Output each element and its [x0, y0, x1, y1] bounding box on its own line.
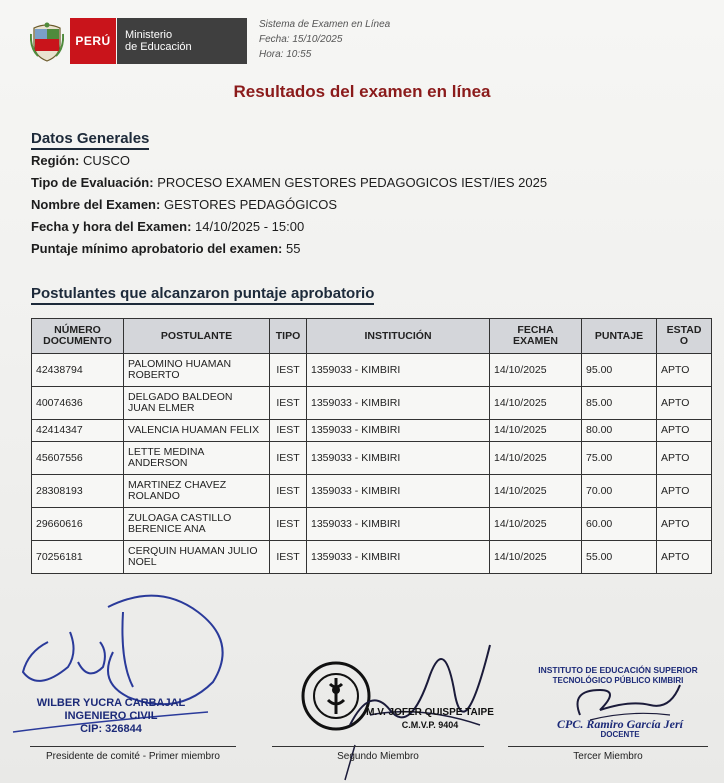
cell-score: 70.00 — [582, 475, 657, 508]
cell-type: IEST — [270, 541, 307, 574]
cell-document: 70256181 — [32, 541, 124, 574]
second-member-cmvp: C.M.V.P. 9404 — [401, 720, 459, 730]
cell-document: 40074636 — [32, 387, 124, 420]
cell-status: APTO — [657, 420, 712, 442]
cell-institution: 1359033 - KIMBIRI — [307, 508, 490, 541]
table-header-row — [32, 319, 712, 354]
cell-institution: 1359033 - KIMBIRI — [307, 387, 490, 420]
cell-status: APTO — [657, 475, 712, 508]
first-member-label: Presidente de comité - Primer miembro — [46, 751, 220, 762]
cell-exam-date: 14/10/2025 — [490, 442, 582, 475]
table-row — [32, 354, 712, 387]
cell-institution: 1359033 - KIMBIRI — [307, 475, 490, 508]
min-score-value: 55 — [286, 241, 301, 256]
region-row — [31, 153, 130, 168]
cell-status: APTO — [657, 541, 712, 574]
region-label: Región: — [31, 153, 80, 168]
cell-applicant: PALOMINO HUAMAN ROBERTO — [124, 354, 270, 387]
evaluation-type-row — [31, 175, 547, 190]
third-member-institution: INSTITUTO DE EDUCACIÓN SUPERIOR — [538, 665, 698, 675]
col-header-institution: INSTITUCIÓN — [307, 319, 490, 354]
cell-type: IEST — [270, 442, 307, 475]
cell-applicant: VALENCIA HUAMAN FELIX — [124, 420, 270, 442]
first-member-name: WILBER YUCRA CARBAJAL — [36, 697, 186, 709]
cell-status: APTO — [657, 442, 712, 475]
evaluation-type-value: PROCESO EXAMEN GESTORES PEDAGOGICOS IEST/IES 2025 — [157, 175, 548, 190]
ministry-line-2: de Educación — [125, 41, 192, 53]
cell-score: 60.00 — [582, 508, 657, 541]
col-header-exam-date: FECHA EXAMEN — [490, 319, 582, 354]
table-row — [32, 508, 712, 541]
cell-applicant: ZULOAGA CASTILLO BERENICE ANA — [124, 508, 270, 541]
third-member-label: Tercer Miembro — [573, 751, 643, 762]
table-row — [32, 541, 712, 574]
col-header-score: PUNTAJE — [582, 319, 657, 354]
exam-date-row — [31, 219, 304, 234]
col-header-type: TIPO — [270, 319, 307, 354]
cell-exam-date: 14/10/2025 — [490, 420, 582, 442]
exam-name-value: GESTORES PEDAGÓGICOS — [163, 197, 338, 212]
page-title: Resultados del examen en línea — [233, 82, 491, 101]
first-member-cip: CIP: 326844 — [80, 723, 142, 735]
cell-institution: 1359033 - KIMBIRI — [307, 541, 490, 574]
cell-score: 80.00 — [582, 420, 657, 442]
table-row — [32, 475, 712, 508]
coat-of-arms-icon — [30, 22, 64, 62]
table-row — [32, 420, 712, 442]
region-value: CUSCO — [83, 153, 130, 168]
first-member-title: INGENIERO CIVIL — [64, 710, 158, 722]
cell-exam-date: 14/10/2025 — [490, 354, 582, 387]
exam-name-label: Nombre del Examen: — [31, 197, 161, 212]
second-member-name: M.V. JOFER QUISPE TAIPE — [366, 707, 494, 718]
cell-status: APTO — [657, 508, 712, 541]
cell-type: IEST — [270, 420, 307, 442]
cell-document: 28308193 — [32, 475, 124, 508]
exam-name-row — [31, 197, 337, 212]
table-row — [32, 387, 712, 420]
signature-line-2 — [272, 746, 484, 747]
general-data-heading: Datos Generales — [31, 130, 149, 150]
cell-status: APTO — [657, 354, 712, 387]
second-member-label: Segundo Miembro — [337, 751, 419, 762]
third-member-institution-2: TECNOLÓGICO PÚBLICO KIMBIRI — [552, 676, 684, 685]
cell-score: 55.00 — [582, 541, 657, 574]
cell-exam-date: 14/10/2025 — [490, 387, 582, 420]
third-member-name: CPC. Ramiro García Jerí — [556, 717, 683, 731]
cell-document: 45607556 — [32, 442, 124, 475]
cell-exam-date: 14/10/2025 — [490, 475, 582, 508]
cell-institution: 1359033 - KIMBIRI — [307, 354, 490, 387]
cell-type: IEST — [270, 354, 307, 387]
cell-status: APTO — [657, 387, 712, 420]
ministry-line-1: Ministerio — [125, 29, 173, 41]
ministry-logo — [117, 18, 247, 64]
cell-document: 42438794 — [32, 354, 124, 387]
cell-exam-date: 14/10/2025 — [490, 541, 582, 574]
cell-score: 95.00 — [582, 354, 657, 387]
exam-date-value: 14/10/2025 - 15:00 — [195, 219, 305, 234]
results-table — [31, 318, 712, 574]
signature-line-3 — [508, 746, 708, 747]
cell-applicant: CERQUIN HUAMAN JULIO NOEL — [124, 541, 270, 574]
third-member-role: DOCENTE — [600, 730, 640, 739]
cell-score: 85.00 — [582, 387, 657, 420]
exam-date-label: Fecha y hora del Examen: — [31, 219, 192, 234]
cell-applicant: DELGADO BALDEON JUAN ELMER — [124, 387, 270, 420]
system-date: Fecha: 15/10/2025 — [259, 34, 343, 45]
results-heading: Postulantes que alcanzaron puntaje aprobatorio — [31, 285, 374, 305]
min-score-label: Puntaje mínimo aprobatorio del examen: — [31, 241, 283, 256]
cell-applicant: MARTINEZ CHAVEZ ROLANDO — [124, 475, 270, 508]
col-header-status: ESTAD O — [657, 319, 712, 354]
system-time: Hora: 10:55 — [259, 49, 312, 60]
peru-logo: PERÚ — [70, 18, 116, 64]
cell-score: 75.00 — [582, 442, 657, 475]
system-name: Sistema de Examen en Línea — [259, 19, 391, 30]
cell-institution: 1359033 - KIMBIRI — [307, 420, 490, 442]
cell-type: IEST — [270, 508, 307, 541]
cell-type: IEST — [270, 475, 307, 508]
signature-line-1 — [30, 746, 236, 747]
cell-document: 29660616 — [32, 508, 124, 541]
cell-exam-date: 14/10/2025 — [490, 508, 582, 541]
cell-applicant: LETTE MEDINA ANDERSON — [124, 442, 270, 475]
col-header-document: NÚMERO DOCUMENTO — [32, 319, 124, 354]
col-header-applicant: POSTULANTE — [124, 319, 270, 354]
table-row — [32, 442, 712, 475]
evaluation-type-label: Tipo de Evaluación: — [31, 175, 154, 190]
cell-document: 42414347 — [32, 420, 124, 442]
system-info — [259, 17, 390, 62]
min-score-row — [31, 241, 300, 256]
cell-institution: 1359033 - KIMBIRI — [307, 442, 490, 475]
cell-type: IEST — [270, 387, 307, 420]
